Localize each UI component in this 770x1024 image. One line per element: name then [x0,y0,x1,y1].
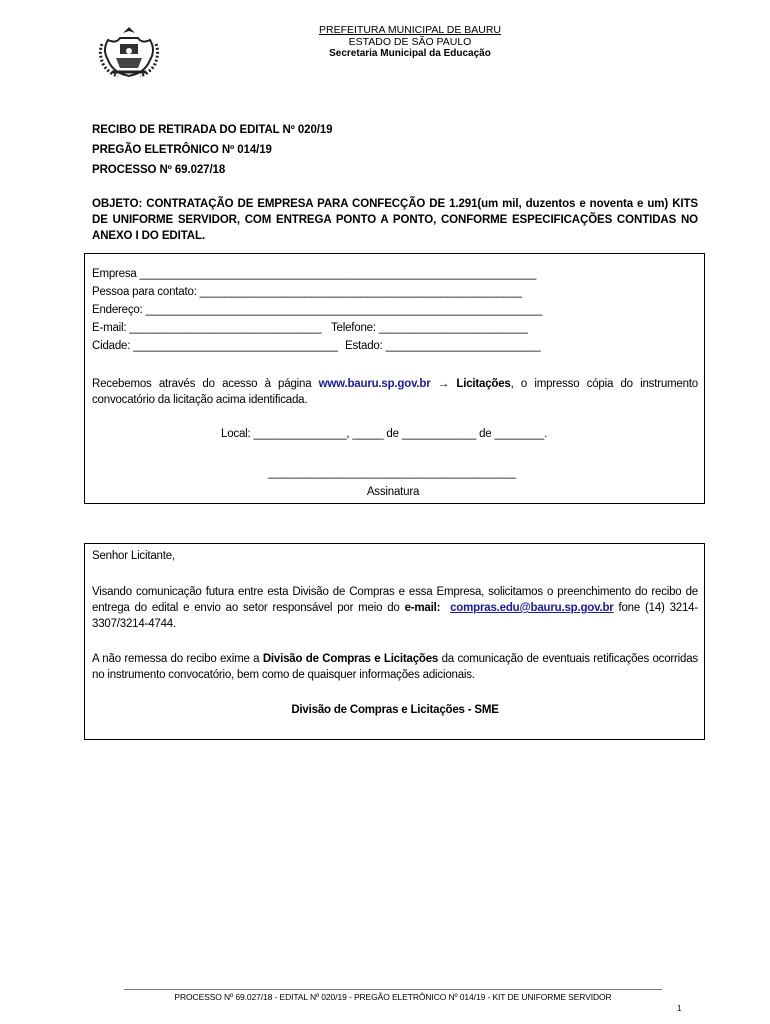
aviso-assinatura: Divisão de Compras e Licitações - SME [291,704,499,716]
licitacoes-label: Licitações [456,378,511,390]
local-data-field[interactable]: Local: _______________, _____ de ____________ de ________. [221,428,548,440]
saudacao: Senhor Licitante, [92,550,175,562]
header-secretaria: Secretaria Municipal da Educação [329,48,491,59]
email-field[interactable]: E-mail: _______________________________ [92,322,322,334]
aviso-p1-text: Visando comunicação futura entre esta Divisão de Compras e essa Empresa, solicitamos o preenchimento do recibo de entrega do edital e envio ao setor responsável por meio do [92,586,698,614]
footer-text: PROCESSO Nº 69.027/18 - EDITAL Nº 020/19 - PREGÃO ELETRÔNICO Nº 014/19 - KIT DE UNIFORME SERVIDOR [174,992,612,1002]
estado-field[interactable]: Estado: _________________________ [345,340,541,352]
header-estado: ESTADO DE SÃO PAULO [348,36,472,48]
title-pregao: PREGÃO ELETRÔNICO Nº 014/19 [92,144,272,156]
title-recibo: RECIBO DE RETIRADA DO EDITAL Nº 020/19 [92,124,333,136]
aviso-p2-text: A não remessa do recibo exime a [92,653,263,665]
bauru-site-link[interactable]: www.bauru.sp.gov.br [318,378,431,390]
aviso-p1-phone: fone (14) 3214-3307/3214-4744. [92,602,698,630]
header-prefeitura: PREFEITURA MUNICIPAL DE BAURU [318,24,502,36]
assinatura-line[interactable]: ________________________________________ [268,467,516,479]
recebemos-text: Recebemos através do acesso à página [92,378,319,390]
compras-email-link[interactable]: compras.edu@bauru.sp.gov.br [450,602,614,614]
endereco-field[interactable]: Endereço: ________________________________________________________________ [92,304,543,316]
email-label: e-mail: [404,602,441,614]
empresa-field[interactable]: Empresa ________________________________________________________________ [92,268,537,280]
title-processo: PROCESSO Nº 69.027/18 [92,164,226,176]
assinatura-label: Assinatura [366,486,420,498]
aviso-p2-text-end: da comunicação de eventuais retificações ocorridas no instrumento convocatório, bem como de quaisquer informações adicionais. [92,653,698,681]
aviso-paragraph-2 [92,651,698,683]
footer-divider [124,989,662,990]
recebemos-paragraph [92,376,698,408]
cidade-field[interactable]: Cidade: _________________________________ [92,340,338,352]
recebemos-text-end: , o impresso cópia do instrumento convocatório da licitação acima identificada. [92,378,698,406]
contato-field[interactable]: Pessoa para contato: ____________________________________________________ [92,286,522,298]
coat-of-arms-icon [98,24,160,78]
page-number: 1 [677,1004,682,1013]
divisao-label: Divisão de Compras e Licitações [262,653,439,665]
aviso-paragraph-1 [92,584,698,632]
telefone-field[interactable]: Telefone: ________________________ [331,322,528,334]
objeto-paragraph: OBJETO: CONTRATAÇÃO DE EMPRESA PARA CONFECÇÃO DE 1.291(um mil, duzentos e noventa e um) KITS DE UNIFORME SERVIDOR, COM ENTREGA PONTO A PONTO, CONFORME ESPECIFICAÇÕES CONTIDAS NO ANEXO I DO EDITAL. [92,198,698,242]
arrow-icon: → [430,378,457,390]
